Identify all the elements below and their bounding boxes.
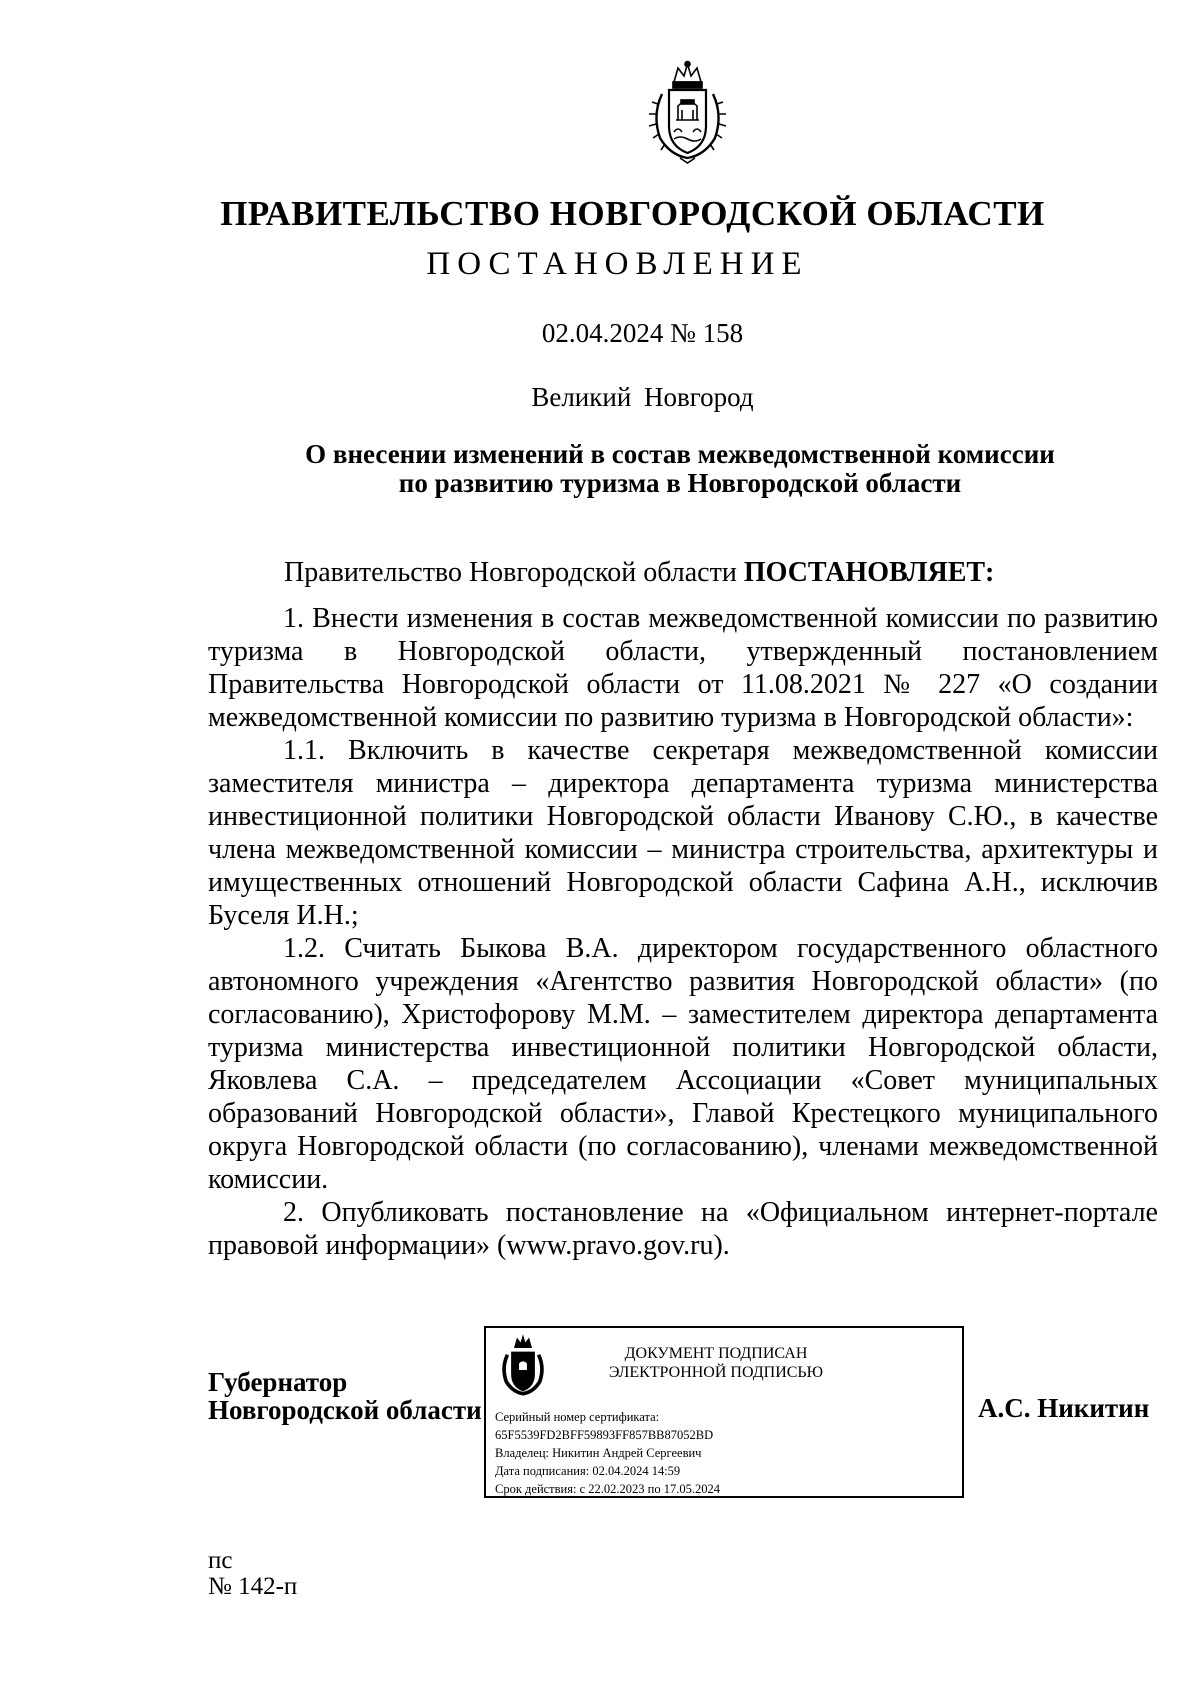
signatory-position (208, 1368, 482, 1424)
signed-date: Дата подписания: 02.04.2024 14:59 (495, 1464, 681, 1478)
stamp-heading-line: ЭЛЕКТРОННОЙ ПОДПИСЬЮ (608, 1364, 824, 1381)
stamp-heading (566, 1344, 866, 1382)
paragraph: 1.1. Включить в качестве секретаря межведомственной комиссии заместителя министра – директора департамента туризма министерства инвестиционной политики Новгородской области Иванову С.Ю., в качестве члена межведомственной комиссии – министра строительства, архитектуры и имущественных отношений Новгородской области Сафина А.Н., исключив Буселя И.Н.; (208, 735, 1158, 931)
paragraph: 1.2. Считать Быкова В.А. директором государственного областного автономного учреждения «Агентство развития Новгородской области» (по согласованию), Христофорову М.М. – заместителем директора департамента туризма министерства инвестиционной политики Новгородской области, Яковлева С.А. – председателем Ассоциации «Совет муниципальных образований Новгородской области», Главой Крестецкого муниципального округа Новгородской области (по согласованию), членами межведомственной комиссии. (208, 933, 1158, 1195)
cert-validity: Срок действия: с 22.02.2023 по 17.05.2024 (495, 1482, 720, 1496)
preamble-text: Правительство Новгородской области (284, 557, 744, 588)
paragraph: 1. Внести изменения в состав межведомственной комиссии по развитию туризма в Новгородской области, утвержденный постановлением Правительства Новгородской области от 11.08.2021 № 227 «О создании межведомственной комиссии по развитию туризма в Новгородской области»: (208, 603, 1158, 733)
registration-info (208, 1548, 297, 1600)
subject-line: по развитию туризма в Новгородской области (398, 468, 962, 498)
coat-of-arms-icon (640, 60, 735, 165)
cert-owner: Владелец: Никитин Андрей Сергеевич (495, 1446, 702, 1460)
executor-initials: пс (208, 1547, 233, 1574)
preamble (284, 557, 994, 589)
org-title: ПРАВИТЕЛЬСТВО НОВГОРОДСКОЙ ОБЛАСТИ (220, 194, 1045, 233)
subject-line: О внесении изменений в состав межведомственной комиссии (305, 439, 1055, 469)
cert-label: Серийный номер сертификата: (495, 1410, 660, 1424)
city: Великий Новгород (531, 382, 754, 412)
position-line: Новгородской области (208, 1395, 482, 1425)
coat-of-arms-icon (494, 1334, 552, 1398)
electronic-signature-stamp (484, 1326, 964, 1498)
cert-serial: 65F5539FD2BFF59893FF857BB87052BD (495, 1428, 714, 1442)
registration-number: № 142-п (208, 1573, 298, 1600)
preamble-decree-word: ПОСТАНОВЛЯЕТ: (743, 557, 995, 588)
signer-name: А.С. Никитин (978, 1393, 1150, 1423)
stamp-heading-line: ДОКУМЕНТ ПОДПИСАН (624, 1345, 808, 1362)
paragraph: 2. Опубликовать постановление на «Официальном интернет-портале правовой информации» (www.pravo.gov.ru). (208, 1197, 1158, 1261)
date-and-number: 02.04.2024 № 158 (541, 318, 744, 348)
doc-type: ПОСТАНОВЛЕНИЕ (426, 246, 809, 282)
subject-heading (250, 440, 1110, 498)
stamp-details (495, 1408, 720, 1498)
position-line: Губернатор (208, 1367, 348, 1397)
decree-body (208, 602, 1158, 1262)
